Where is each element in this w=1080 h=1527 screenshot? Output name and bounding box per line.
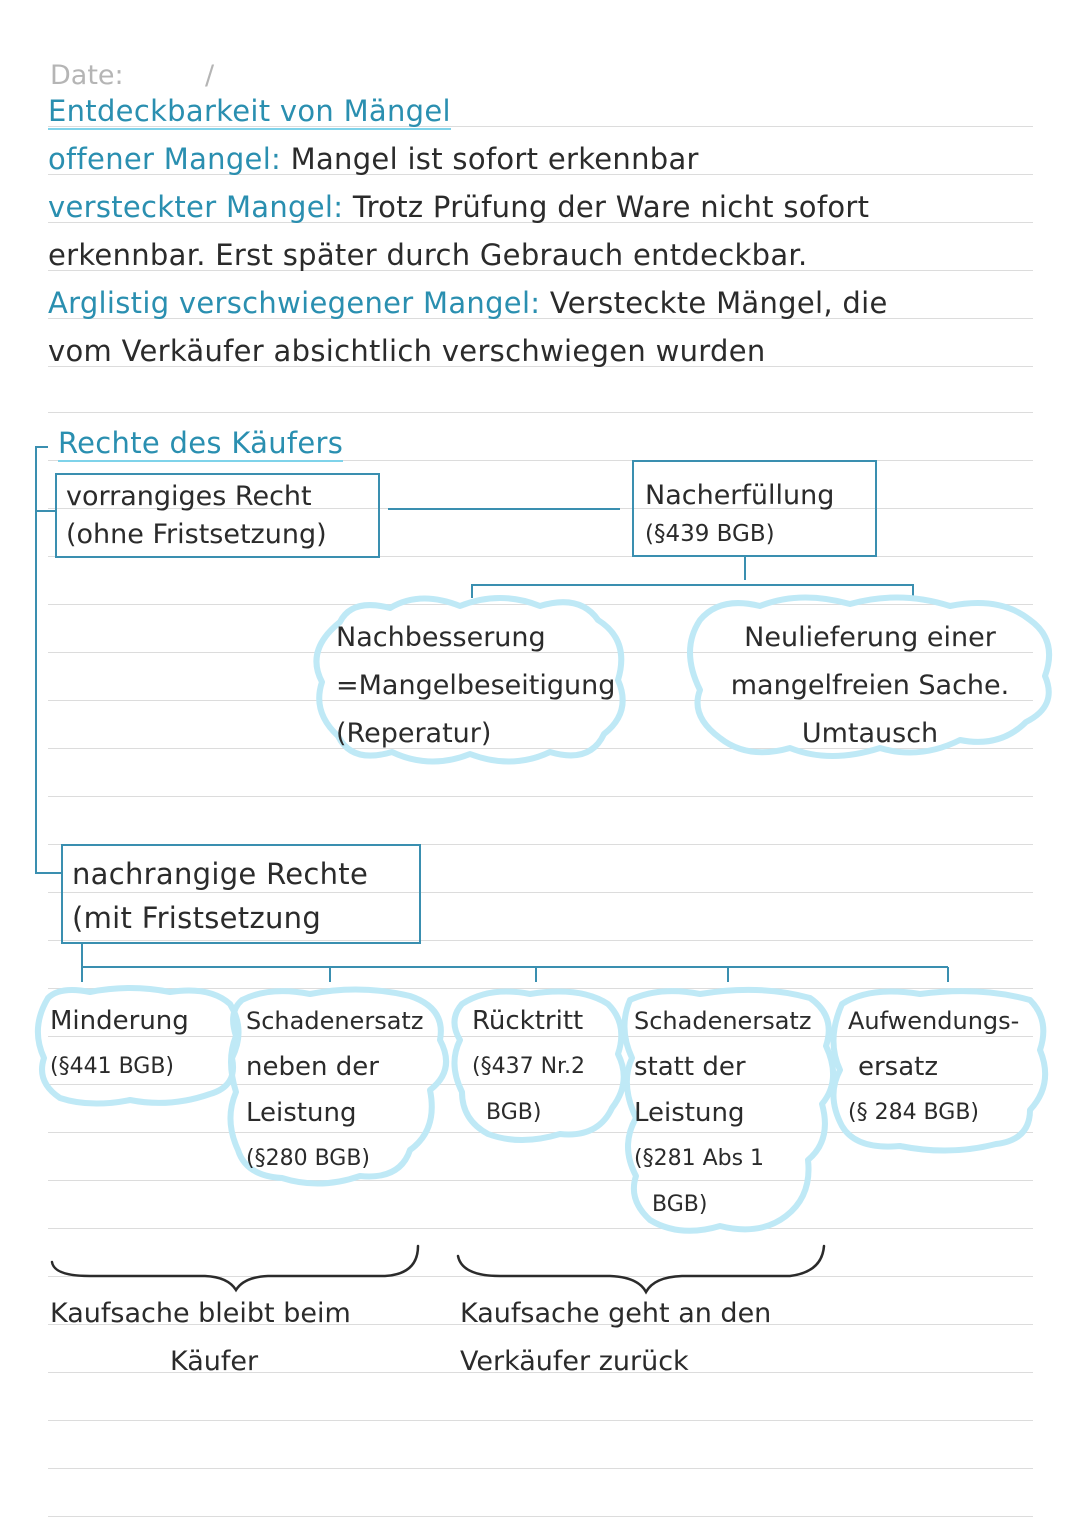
remedy-line: neben der [246, 1052, 379, 1082]
box-line: (ohne Fristsetzung) [66, 519, 327, 550]
option-nachbesserung [322, 614, 636, 758]
summary-line: Verkäufer zurück [460, 1346, 689, 1377]
definition-text: Trotz Prüfung der Ware nicht sofort [352, 190, 870, 224]
remedy-aufwendungsersatz [848, 998, 1019, 1136]
remedy-line: statt der [634, 1052, 746, 1082]
remedy-line: Leistung [246, 1098, 357, 1128]
option-line: Umtausch [801, 718, 939, 749]
date-separator: / [205, 60, 215, 91]
option-line: (Reperatur) [336, 718, 492, 749]
box-line: vorrangiges Recht [66, 481, 312, 512]
nacherfuellung-box [645, 476, 834, 552]
primary-right-box [66, 478, 376, 554]
remedy-line: ersatz [858, 1052, 939, 1082]
definition-continuation-2: vom Verkäufer absichtlich verschwiegen wurden [48, 334, 766, 368]
remedy-line: (§437 Nr.2 [472, 1054, 586, 1079]
remedy-schadenersatz-statt [634, 998, 811, 1228]
definition-text: Mangel ist sofort erkennbar [290, 142, 699, 176]
definition-text: Versteckte Mängel, die [549, 286, 888, 320]
term: offener Mangel: [48, 142, 282, 176]
remedy-line: Rücktritt [472, 1006, 584, 1036]
option-line: =Mangelbeseitigung [336, 670, 616, 701]
summary-line: Kaufsache bleibt beim [50, 1298, 351, 1329]
remedy-line: (§281 Abs 1 [634, 1146, 765, 1171]
summary-left [50, 1290, 410, 1386]
date-label: Date: [50, 60, 124, 91]
remedy-line: Aufwendungs- [848, 1007, 1020, 1035]
section-title-entdeckbarkeit: Entdeckbarkeit von Mängel [48, 94, 451, 128]
secondary-rights-box [72, 852, 412, 940]
definition-continuation: erkennbar. Erst später durch Gebrauch entdeckbar. [48, 238, 808, 272]
remedy-line: (§441 BGB) [50, 1054, 174, 1079]
remedy-line: BGB) [486, 1100, 542, 1125]
remedy-minderung [50, 998, 189, 1090]
remedy-line: Minderung [50, 1006, 189, 1036]
box-line: nachrangige Rechte [72, 857, 369, 891]
term: Arglistig verschwiegener Mangel: [48, 286, 541, 320]
remedy-line: (§280 BGB) [246, 1146, 370, 1171]
summary-line: Kaufsache geht an den [460, 1298, 772, 1329]
term: versteckter Mangel: [48, 190, 344, 224]
remedy-schadenersatz-neben [246, 998, 423, 1182]
box-line: (§439 BGB) [645, 521, 775, 547]
box-line: (mit Fristsetzung [72, 901, 322, 935]
option-neulieferung [700, 614, 1040, 758]
summary-braces [52, 1246, 824, 1292]
option-line: mangelfreien Sache. [730, 670, 1010, 701]
remedy-line: Schadenersatz [634, 1007, 812, 1035]
remedy-line: (§ 284 BGB) [848, 1100, 979, 1125]
option-line: Nachbesserung [336, 622, 546, 653]
remedy-line: BGB) [652, 1192, 708, 1217]
remedy-line: Schadenersatz [246, 1007, 424, 1035]
option-line: Neulieferung einer [744, 622, 996, 653]
remedy-ruecktritt [472, 998, 585, 1136]
remedy-line: Leistung [634, 1098, 745, 1128]
box-line: Nacherfüllung [645, 480, 835, 511]
summary-line: Käufer [170, 1346, 259, 1377]
section-title-rechte: Rechte des Käufers [58, 426, 344, 460]
summary-right [460, 1290, 840, 1386]
